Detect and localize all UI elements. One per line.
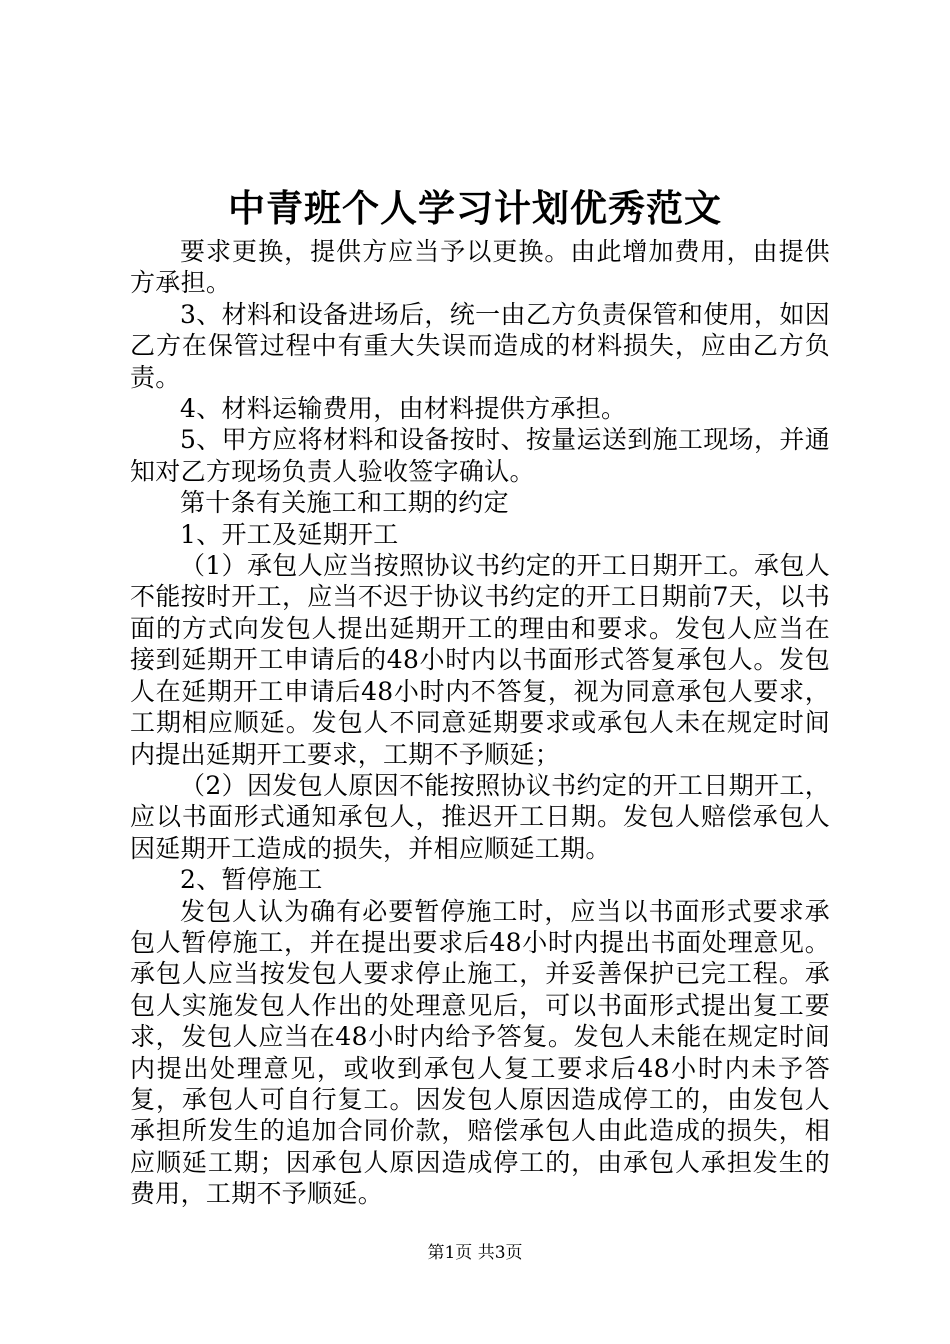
document-body <box>130 236 830 1210</box>
page-footer: 第1页 共3页 <box>427 1243 523 1263</box>
paragraph-suspension: 发包人认为确有必要暂停施工时，应当以书面形式要求承包人暂停施工，并在提出要求后48小时内提出书面处理意见。承包人应当按发包人要求停止施工，并妥善保护已完工程。承包人实施发包人作出的处理意见后，可以书面形式提出复工要求，发包人应当在48小时内给予答复。发包人未能在规定时间内提出处理意见，或收到承包人复工要求后48小时内未予答复，承包人可自行复工。因发包人原因造成停工的，由发包人承担所发生的追加合同价款，赔偿承包人由此造成的损失，相应顺延工期；因承包人原因造成停工的，由承包人承担发生的费用，工期不予顺延。 <box>130 896 830 1209</box>
paragraph-clause-2: （2）因发包人原因不能按照协议书约定的开工日期开工，应以书面形式通知承包人，推迟开工日期。发包人赔偿承包人因延期开工造成的损失，并相应顺延工期。 <box>130 770 830 863</box>
paragraph-1: 要求更换，提供方应当予以更换。由此增加费用，由提供方承担。 <box>130 237 830 298</box>
paragraph-2: 3、材料和设备进场后，统一由乙方负责保管和使用，如因乙方在保管过程中有重大失误而造成的材料损失，应由乙方负责。 <box>130 299 830 392</box>
subheading-start-and-delay: 1、开工及延期开工 <box>180 519 399 549</box>
paragraph-4: 5、甲方应将材料和设备按时、按量运送到施工现场，并通知对乙方现场负责人验收签字确认。 <box>130 425 830 486</box>
subheading-suspension: 2、暂停施工 <box>180 865 323 895</box>
paragraph-clause-1: （1）承包人应当按照协议书约定的开工日期开工。承包人不能按时开工，应当不迟于协议书约定的开工日期前7天，以书面的方式向发包人提出延期开工的理由和要求。发包人应当在接到延期开工申请后的48小时内以书面形式答复承包人。发包人在延期开工申请后48小时内不答复，视为同意承包人要求，工期相应顺延。发包人不同意延期要求或承包人未在规定时间内提出延期开工要求，工期不予顺延； <box>130 551 830 769</box>
section-heading-article-10: 第十条有关施工和工期的约定 <box>180 488 509 518</box>
paragraph-3: 4、材料运输费用，由材料提供方承担。 <box>180 394 627 424</box>
document-title: 中青班个人学习计划优秀范文 <box>228 186 722 230</box>
